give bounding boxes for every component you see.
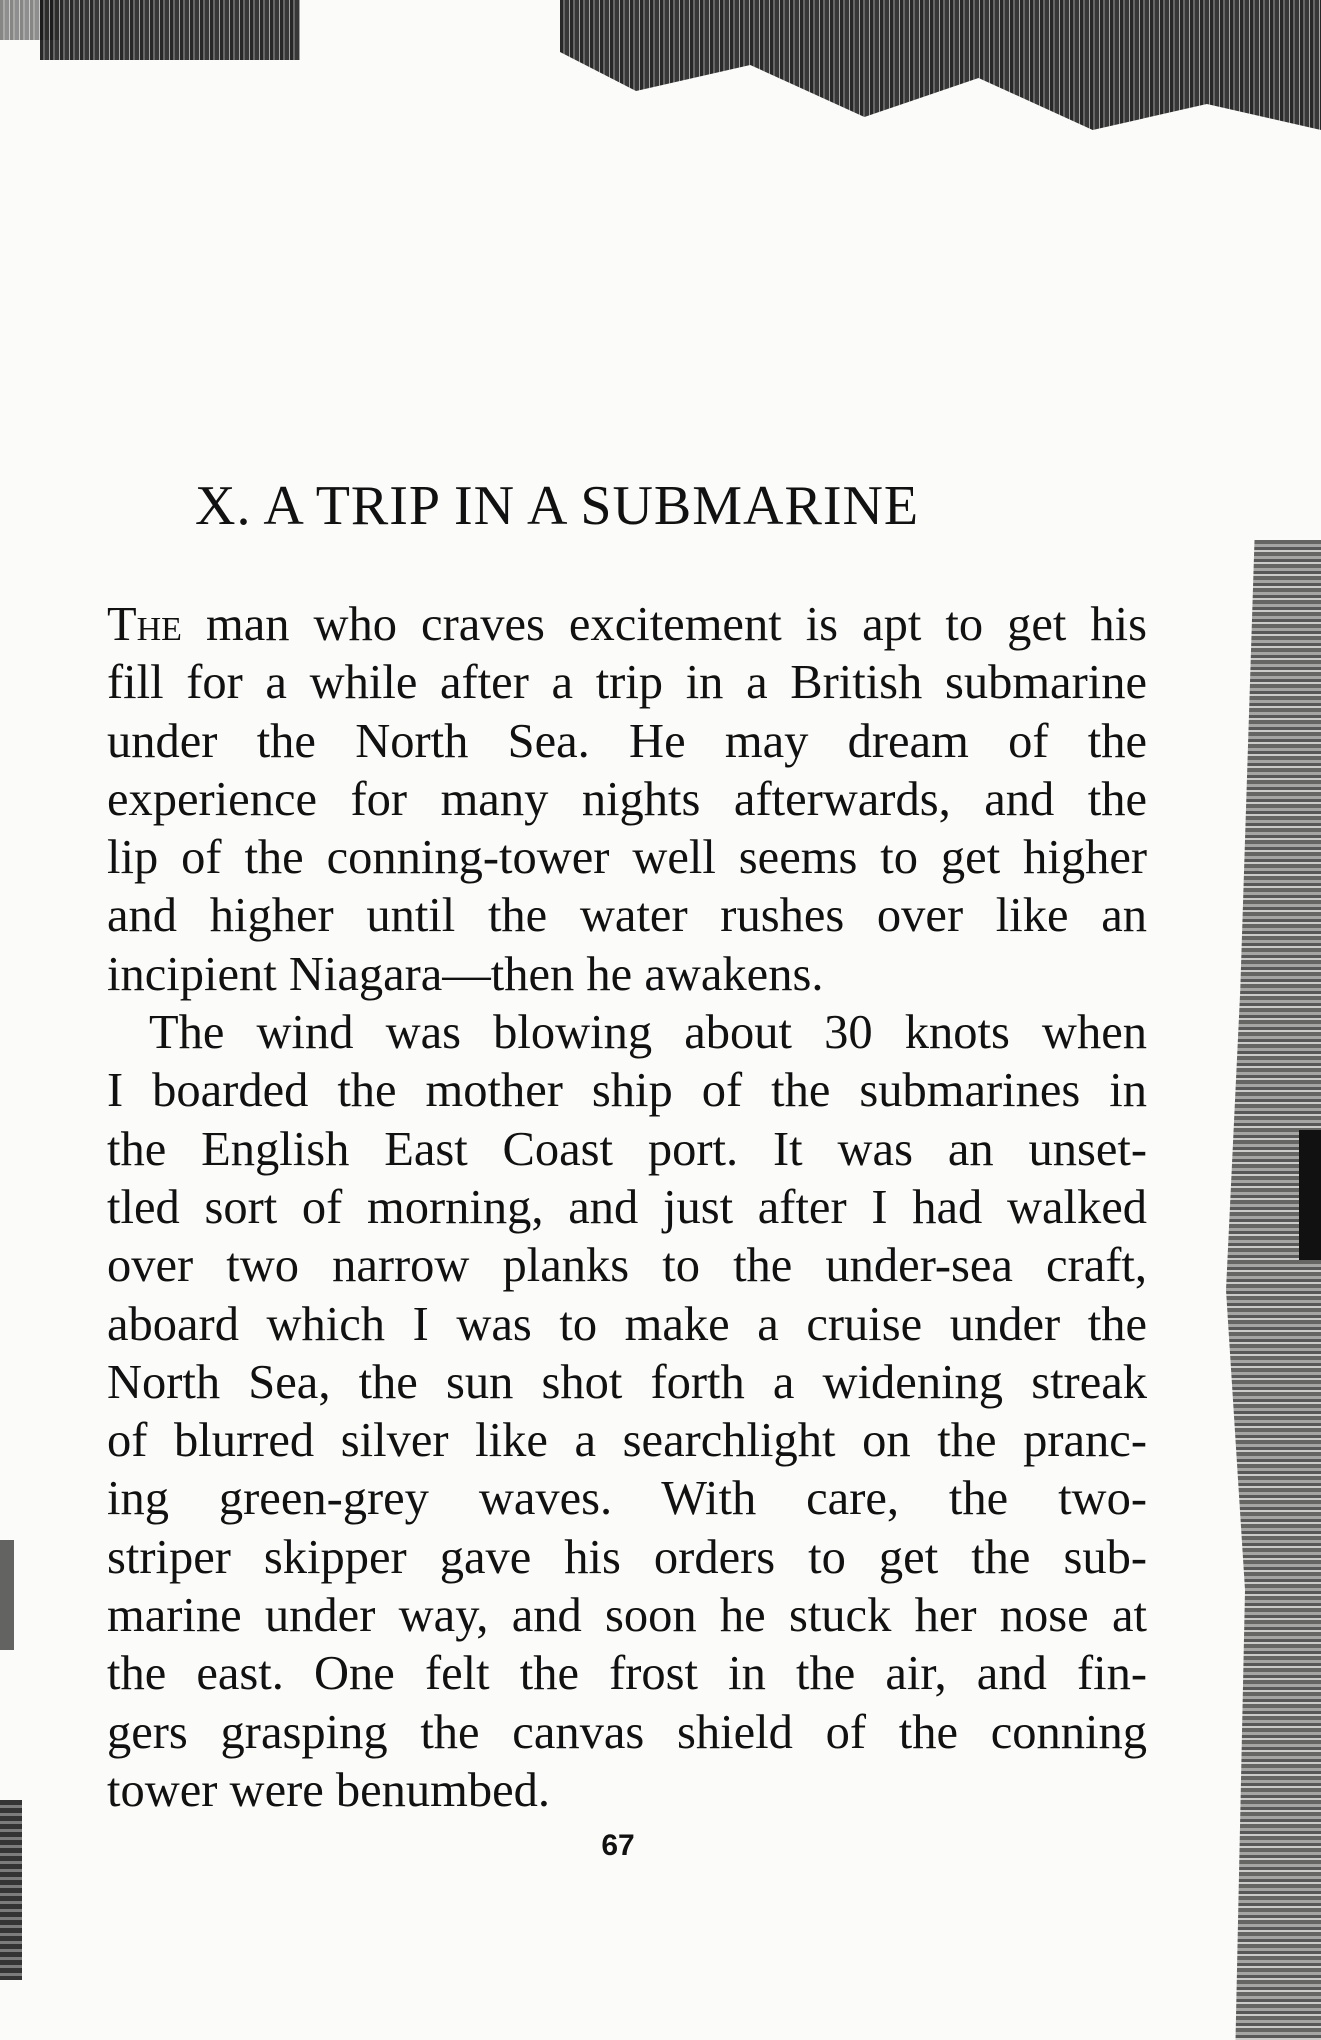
text-line: experience for many nights afterwards, and the xyxy=(107,772,1147,826)
scan-noise-left-edge xyxy=(0,1800,22,1980)
scan-noise-top-right xyxy=(560,0,1321,130)
scan-noise-top-left xyxy=(40,0,300,60)
text-line: and higher until the water rushes over like an xyxy=(107,889,1147,943)
text-line: gers grasping the canvas shield of the conning xyxy=(107,1705,1147,1759)
paragraph-2 xyxy=(107,1004,1147,1820)
text-line: fill for a while after a trip in a British submarine xyxy=(107,656,1147,710)
text-line: The wind was blowing about 30 knots when xyxy=(149,1006,1147,1060)
text-line: the English East Coast port. It was an unset- xyxy=(107,1122,1147,1176)
text-line: marine under way, and soon he stuck her nose at xyxy=(107,1589,1147,1643)
text-line: under the North Sea. He may dream of the xyxy=(107,714,1147,768)
text-line: North Sea, the sun shot forth a widening streak xyxy=(107,1355,1147,1409)
chapter-title: X. A TRIP IN A SUBMARINE xyxy=(195,475,920,537)
scan-noise-right-bar xyxy=(1299,1130,1321,1260)
scan-noise-left-mark xyxy=(0,1540,14,1650)
scan-noise-corner xyxy=(0,0,60,40)
text-line: aboard which I was to make a cruise under the xyxy=(107,1297,1147,1351)
text-line: lip of the conning-tower well seems to get higher xyxy=(107,831,1147,885)
text-line: tower were benumbed. xyxy=(107,1763,551,1817)
text-line: the east. One felt the frost in the air, and fin- xyxy=(107,1647,1147,1701)
text-line: ing green-grey waves. With care, the two- xyxy=(107,1472,1147,1526)
text-line: incipient Niagara—then he awakens. xyxy=(107,947,824,1001)
text-line: over two narrow planks to the under-sea craft, xyxy=(107,1239,1147,1293)
lead-word: The xyxy=(107,598,182,651)
page-number: 67 xyxy=(601,1829,635,1862)
scan-noise-right-edge xyxy=(1226,540,1321,2040)
body-text xyxy=(107,596,1147,1820)
text-line: striper skipper gave his orders to get the sub- xyxy=(107,1530,1147,1584)
text-line: I boarded the mother ship of the submarines in xyxy=(107,1064,1147,1118)
text-line: tled sort of morning, and just after I had walked xyxy=(107,1180,1147,1234)
text-line: of blurred silver like a searchlight on the pranc- xyxy=(107,1414,1147,1468)
text-line: The man who craves excitement is apt to get his xyxy=(107,598,1147,651)
paragraph-1 xyxy=(107,596,1147,1004)
